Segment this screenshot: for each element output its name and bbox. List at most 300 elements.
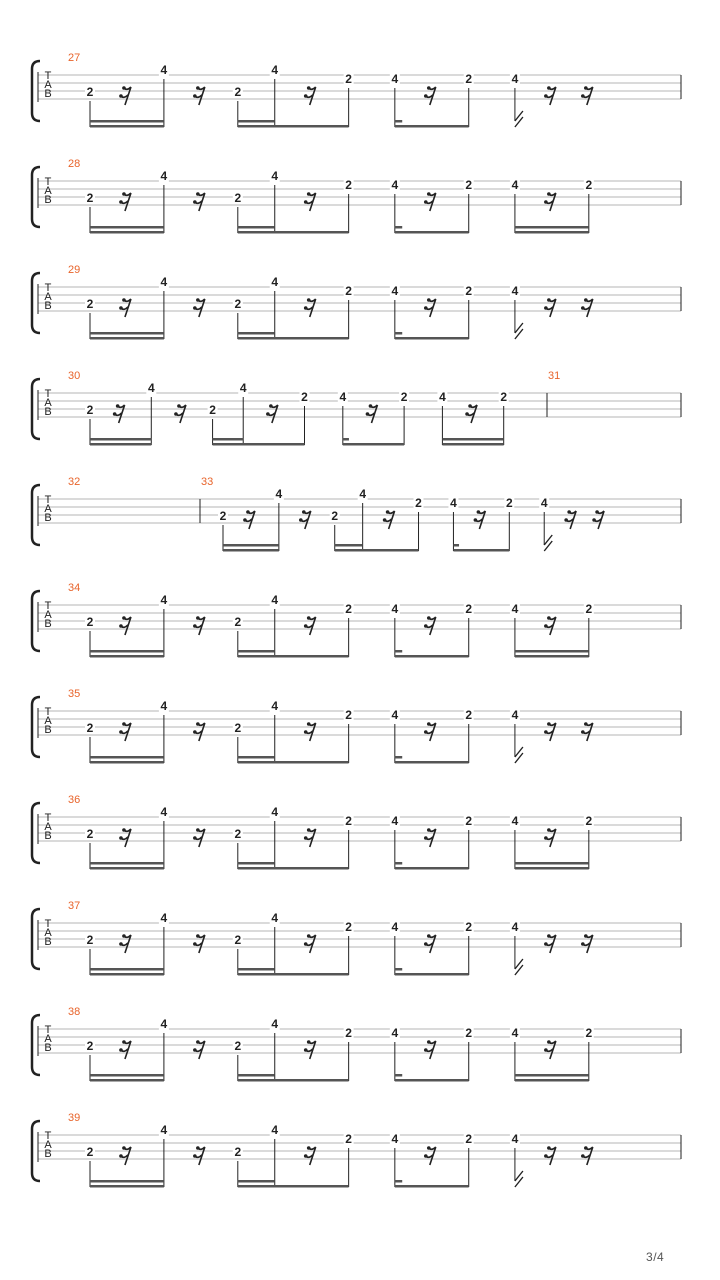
- measure-number: 34: [68, 582, 81, 594]
- tab-system: [32, 794, 681, 870]
- rest-dot: [193, 624, 197, 628]
- beam: [238, 968, 275, 971]
- beam: [515, 650, 589, 653]
- fret-number: 4: [160, 805, 168, 819]
- rest-dot: [581, 306, 585, 310]
- rest-dot: [424, 200, 428, 204]
- tab-clef-letter: A: [44, 927, 52, 939]
- rest-dot: [477, 510, 481, 514]
- beam: [238, 862, 275, 865]
- fret-number: 4: [271, 593, 279, 607]
- tab-clef-letter: B: [44, 194, 52, 206]
- rest-dot: [119, 94, 123, 98]
- rest-dot: [544, 200, 548, 204]
- rest-dot: [196, 192, 200, 196]
- tab-system: [32, 158, 681, 234]
- note-flag: [515, 111, 523, 127]
- rest-dot: [584, 934, 588, 938]
- tab-clef-letter: T: [44, 282, 52, 294]
- rest-dot: [196, 934, 200, 938]
- tab-clef-letter: A: [44, 397, 52, 409]
- rest-dot: [122, 616, 126, 620]
- rest-dot: [427, 934, 431, 938]
- measure-number: 28: [68, 158, 81, 170]
- fret-number: 2: [234, 85, 242, 99]
- fret-number: 4: [339, 390, 347, 404]
- beam: [238, 655, 349, 658]
- rest-dot: [116, 404, 120, 408]
- rest-dot: [581, 1154, 585, 1158]
- fret-number: 4: [160, 911, 168, 925]
- note-flag: [515, 323, 523, 339]
- fret-number: 4: [271, 169, 279, 183]
- beam: [238, 1079, 349, 1082]
- beam: [395, 655, 469, 658]
- page-number: [646, 1250, 664, 1264]
- fret-number: 4: [450, 496, 457, 510]
- rest-dot: [193, 942, 197, 946]
- rest-dot: [468, 404, 472, 408]
- tab-clef-letter: B: [44, 618, 52, 630]
- fret-number: 4: [160, 63, 168, 77]
- beam: [395, 1185, 469, 1188]
- rest-dot: [547, 192, 551, 196]
- rest-dot: [427, 1146, 431, 1150]
- fret-number: 2: [500, 390, 508, 404]
- measure-number: 30: [68, 370, 81, 382]
- fret-number: 2: [465, 284, 473, 298]
- beam: [90, 655, 164, 658]
- measure-number: 39: [68, 1112, 81, 1124]
- tab-clef-letter: T: [44, 494, 52, 506]
- rest-dot: [584, 86, 588, 90]
- rest-dot: [383, 518, 387, 522]
- fret-number: 4: [391, 814, 399, 828]
- rest-dot: [544, 306, 548, 310]
- rest-dot: [307, 1146, 311, 1150]
- tab-system: [32, 264, 681, 340]
- note-flag: [515, 1171, 523, 1187]
- beam: [223, 549, 279, 552]
- beam: [238, 125, 349, 128]
- rest-dot: [119, 1154, 123, 1158]
- rest-dot: [299, 518, 303, 522]
- rest-dot: [193, 1048, 197, 1052]
- measure-number: 37: [68, 900, 81, 912]
- beam: [442, 443, 503, 446]
- fret-number: 4: [391, 284, 399, 298]
- fret-number: 4: [391, 1026, 399, 1040]
- beam: [395, 1079, 469, 1082]
- beam: [90, 1074, 164, 1077]
- rest-dot: [424, 624, 428, 628]
- beam: [395, 1074, 402, 1077]
- fret-number: 2: [86, 297, 94, 311]
- fret-number: 2: [465, 708, 473, 722]
- rest-dot: [122, 192, 126, 196]
- beam: [213, 438, 244, 441]
- rest-dot: [544, 730, 548, 734]
- fret-number: 2: [585, 814, 593, 828]
- rest-dot: [424, 1048, 428, 1052]
- rest-dot: [581, 730, 585, 734]
- fret-number: 4: [511, 1026, 519, 1040]
- fret-number: 2: [465, 72, 473, 86]
- fret-number: 4: [275, 487, 283, 501]
- beam: [515, 655, 589, 658]
- rest-dot: [122, 722, 126, 726]
- fret-number: 4: [439, 390, 446, 404]
- rest-dot: [177, 404, 181, 408]
- rest-dot: [465, 412, 469, 416]
- rest-dot: [304, 1154, 308, 1158]
- rest-dot: [547, 722, 551, 726]
- note-flag: [544, 535, 552, 551]
- rest-dot: [547, 1146, 551, 1150]
- fret-number: 4: [511, 284, 519, 298]
- beam: [515, 1079, 589, 1082]
- beam: [343, 438, 349, 441]
- rest-dot: [196, 298, 200, 302]
- rest-dot: [119, 836, 123, 840]
- fret-number: 2: [209, 403, 216, 417]
- beam: [238, 973, 349, 976]
- fret-number: 2: [465, 1026, 473, 1040]
- beam: [395, 973, 469, 976]
- tab-clef-letter: B: [44, 512, 52, 524]
- beam: [238, 332, 275, 335]
- rest-dot: [174, 412, 178, 416]
- fret-number: 4: [271, 699, 279, 713]
- rest-dot: [193, 306, 197, 310]
- tab-system: [32, 52, 681, 128]
- measure-number: 31: [548, 370, 561, 382]
- fret-number: 2: [86, 615, 94, 629]
- beam: [335, 549, 419, 552]
- fret-number: 2: [86, 1039, 94, 1053]
- fret-number: 2: [331, 509, 339, 523]
- rest-dot: [193, 94, 197, 98]
- rest-dot: [122, 86, 126, 90]
- rest-dot: [122, 298, 126, 302]
- beam: [213, 443, 305, 446]
- fret-number: 4: [160, 593, 168, 607]
- tab-system: [32, 1006, 681, 1082]
- fret-number: 4: [391, 178, 399, 192]
- beam: [90, 650, 164, 653]
- rest-dot: [544, 624, 548, 628]
- fret-number: 2: [234, 1039, 242, 1053]
- tab-clef-letter: A: [44, 1033, 52, 1045]
- fret-number: 2: [86, 191, 94, 205]
- page-number-total: 4: [657, 1250, 665, 1264]
- rest-dot: [119, 200, 123, 204]
- beam: [90, 337, 164, 340]
- rest-dot: [427, 616, 431, 620]
- fret-number: 4: [160, 699, 168, 713]
- beam: [238, 1180, 275, 1183]
- beam: [90, 120, 164, 123]
- fret-number: 4: [271, 275, 279, 289]
- measure-number: 38: [68, 1006, 81, 1018]
- beam: [90, 867, 164, 870]
- tab-clef-letter: B: [44, 936, 52, 948]
- fret-number: 2: [465, 920, 473, 934]
- rest-dot: [307, 298, 311, 302]
- rest-dot: [584, 1146, 588, 1150]
- beam: [223, 544, 279, 547]
- rest-dot: [196, 86, 200, 90]
- beam: [90, 1180, 164, 1183]
- tab-clef-letter: A: [44, 821, 52, 833]
- fret-number: 2: [234, 721, 242, 735]
- measure-number: 27: [68, 52, 81, 64]
- fret-number: 4: [511, 1132, 519, 1146]
- beam: [238, 231, 349, 234]
- rest-dot: [584, 722, 588, 726]
- fret-number: 4: [391, 72, 399, 86]
- fret-number: 4: [511, 178, 519, 192]
- rest-dot: [113, 412, 117, 416]
- rest-dot: [307, 934, 311, 938]
- rest-dot: [424, 1154, 428, 1158]
- beam: [238, 120, 275, 123]
- rest-dot: [427, 828, 431, 832]
- tab-system: [32, 900, 681, 976]
- tab-clef-letter: B: [44, 1148, 52, 1160]
- tab-system: [32, 370, 681, 446]
- rest-dot: [119, 730, 123, 734]
- rest-dot: [424, 94, 428, 98]
- beam: [395, 125, 469, 128]
- fret-number: 2: [345, 708, 352, 722]
- fret-number: 2: [465, 602, 473, 616]
- beam: [515, 862, 589, 865]
- fret-number: 2: [234, 933, 242, 947]
- fret-number: 4: [511, 708, 519, 722]
- tab-clef-letter: B: [44, 300, 52, 312]
- beam: [395, 862, 402, 865]
- beam: [395, 756, 402, 759]
- fret-number: 2: [234, 191, 242, 205]
- rest-dot: [193, 200, 197, 204]
- beam: [90, 443, 151, 446]
- rest-dot: [547, 934, 551, 938]
- rest-dot: [544, 1048, 548, 1052]
- beam: [90, 332, 164, 335]
- fret-number: 4: [511, 920, 519, 934]
- beam: [515, 1074, 589, 1077]
- rest-dot: [567, 510, 571, 514]
- rest-dot: [366, 412, 370, 416]
- fret-number: 2: [345, 602, 352, 616]
- beam: [90, 226, 164, 229]
- fret-number: 4: [160, 1017, 168, 1031]
- rest-dot: [427, 722, 431, 726]
- beam: [395, 231, 469, 234]
- tab-clef-letter: A: [44, 79, 52, 91]
- tab-clef-letter: A: [44, 1139, 52, 1151]
- measure-number: 32: [68, 476, 81, 488]
- beam: [395, 120, 402, 123]
- tab-clef-letter: A: [44, 715, 52, 727]
- page-number-separator: /: [653, 1250, 658, 1264]
- fret-number: 2: [345, 814, 352, 828]
- rest-dot: [243, 518, 247, 522]
- tab-clef-letter: A: [44, 609, 52, 621]
- fret-number: 4: [511, 814, 519, 828]
- rest-dot: [544, 94, 548, 98]
- beam: [238, 1185, 349, 1188]
- beam: [335, 544, 363, 547]
- fret-number: 2: [86, 721, 94, 735]
- rest-dot: [119, 1048, 123, 1052]
- rest-dot: [544, 1154, 548, 1158]
- beam: [395, 226, 402, 229]
- tab-clef-letter: A: [44, 291, 52, 303]
- rest-dot: [119, 624, 123, 628]
- rest-dot: [307, 192, 311, 196]
- fret-number: 2: [345, 920, 352, 934]
- rest-dot: [193, 730, 197, 734]
- fret-number: 4: [391, 708, 399, 722]
- beam: [238, 226, 275, 229]
- tab-system: [32, 1112, 681, 1188]
- tab-clef-letter: B: [44, 1042, 52, 1054]
- rest-dot: [547, 1040, 551, 1044]
- beam: [395, 968, 402, 971]
- rest-dot: [369, 404, 373, 408]
- tab-clef-letter: A: [44, 503, 52, 515]
- fret-number: 2: [465, 1132, 473, 1146]
- fret-number: 2: [86, 403, 94, 417]
- beam: [453, 549, 509, 552]
- rest-dot: [307, 86, 311, 90]
- fret-number: 2: [234, 297, 242, 311]
- tab-clef-letter: T: [44, 1130, 52, 1142]
- fret-number: 2: [345, 284, 352, 298]
- rest-dot: [547, 616, 551, 620]
- fret-number: 4: [147, 381, 155, 395]
- fret-number: 2: [86, 1145, 94, 1159]
- rest-dot: [304, 730, 308, 734]
- measure-number: 29: [68, 264, 81, 276]
- rest-dot: [122, 828, 126, 832]
- rest-dot: [196, 1146, 200, 1150]
- beam: [90, 125, 164, 128]
- beam: [90, 973, 164, 976]
- beam: [515, 226, 589, 229]
- rest-dot: [581, 942, 585, 946]
- fret-number: 4: [511, 72, 519, 86]
- tab-system: [32, 476, 681, 552]
- fret-number: 2: [86, 827, 94, 841]
- tab-clef-letter: T: [44, 1024, 52, 1036]
- tab-clef-letter: T: [44, 706, 52, 718]
- tab-system: [32, 582, 681, 658]
- rest-dot: [196, 722, 200, 726]
- beam: [90, 1079, 164, 1082]
- rest-dot: [193, 836, 197, 840]
- rest-dot: [427, 298, 431, 302]
- beam: [442, 438, 503, 441]
- fret-number: 4: [271, 1123, 279, 1137]
- rest-dot: [427, 86, 431, 90]
- measure-number: 35: [68, 688, 81, 700]
- beam: [395, 337, 469, 340]
- fret-number: 2: [345, 1132, 352, 1146]
- beam: [395, 1180, 402, 1183]
- rest-dot: [307, 722, 311, 726]
- rest-dot: [474, 518, 478, 522]
- rest-dot: [119, 942, 123, 946]
- rest-dot: [307, 1040, 311, 1044]
- rest-dot: [304, 1048, 308, 1052]
- beam: [238, 867, 349, 870]
- fret-number: 2: [505, 496, 513, 510]
- rest-dot: [424, 306, 428, 310]
- fret-number: 2: [301, 390, 308, 404]
- rest-dot: [307, 828, 311, 832]
- fret-number: 4: [540, 496, 548, 510]
- rest-dot: [269, 404, 273, 408]
- beam: [90, 862, 164, 865]
- rest-dot: [119, 306, 123, 310]
- beam: [238, 756, 275, 759]
- tab-clef-letter: T: [44, 918, 52, 930]
- beam: [238, 1074, 275, 1077]
- tab-clef-letter: T: [44, 70, 52, 82]
- beam: [395, 867, 469, 870]
- fret-number: 2: [415, 496, 422, 510]
- rest-dot: [564, 518, 568, 522]
- tab-clef-letter: B: [44, 88, 52, 100]
- rest-dot: [544, 836, 548, 840]
- tab-clef-letter: T: [44, 388, 52, 400]
- beam: [395, 332, 402, 335]
- beam: [90, 968, 164, 971]
- tab-system: [32, 688, 681, 764]
- rest-dot: [595, 510, 599, 514]
- rest-dot: [196, 1040, 200, 1044]
- fret-number: 4: [239, 381, 247, 395]
- tab-clef-letter: T: [44, 176, 52, 188]
- beam: [395, 650, 402, 653]
- rest-dot: [547, 298, 551, 302]
- rest-dot: [246, 510, 250, 514]
- measure-number: 36: [68, 794, 81, 806]
- beam: [90, 756, 164, 759]
- rest-dot: [304, 624, 308, 628]
- beam: [238, 650, 275, 653]
- fret-number: 2: [234, 615, 242, 629]
- beam: [343, 443, 404, 446]
- rest-dot: [196, 828, 200, 832]
- rest-dot: [304, 836, 308, 840]
- rest-dot: [544, 942, 548, 946]
- rest-dot: [122, 1146, 126, 1150]
- rest-dot: [547, 828, 551, 832]
- measure-number: 33: [201, 476, 214, 488]
- page-number-current: 3: [646, 1250, 654, 1264]
- fret-number: 2: [345, 178, 352, 192]
- beam: [90, 1185, 164, 1188]
- rest-dot: [304, 200, 308, 204]
- beam: [90, 438, 151, 441]
- fret-number: 4: [271, 63, 279, 77]
- tab-clef-letter: B: [44, 724, 52, 736]
- beam: [238, 337, 349, 340]
